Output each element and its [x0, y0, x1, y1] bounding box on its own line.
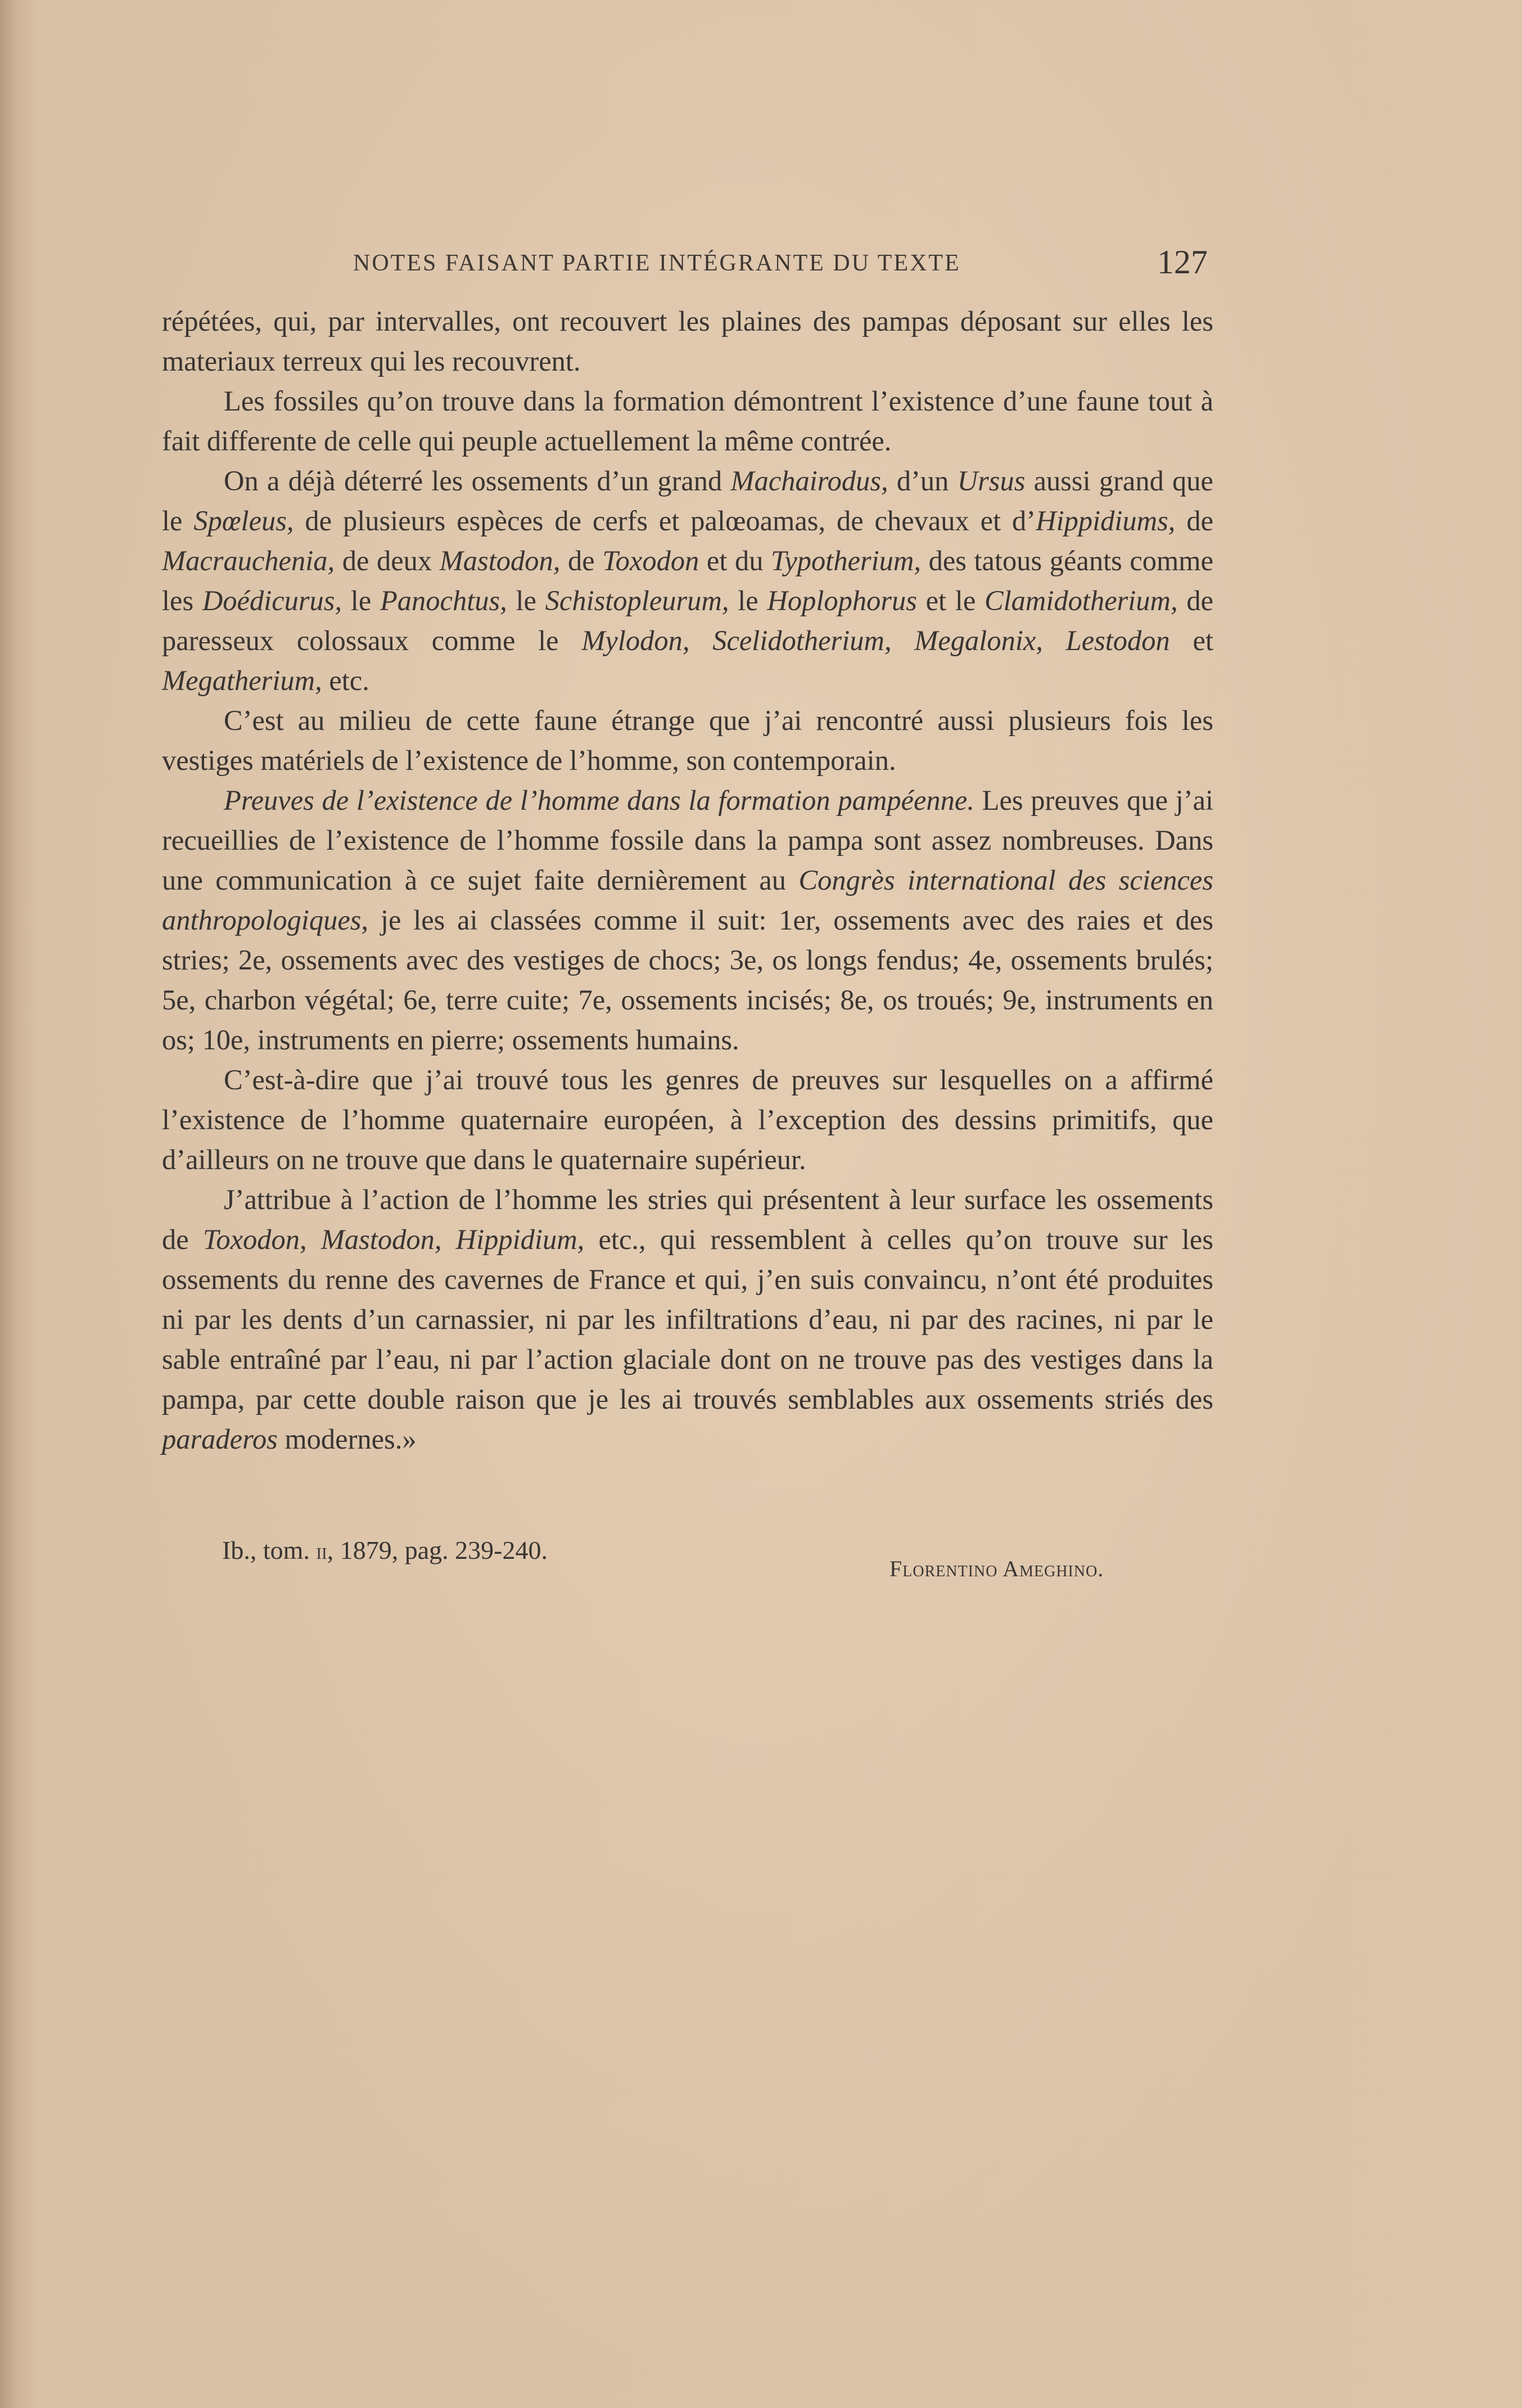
- taxon-name: Macrauchenia,: [162, 545, 335, 576]
- text-run: de deux: [335, 545, 440, 576]
- text-run: de: [1175, 505, 1214, 536]
- text-run: et le: [916, 585, 984, 616]
- taxon-name: Clamidotherium,: [984, 585, 1178, 616]
- taxon-name: Panochtus,: [380, 585, 507, 616]
- text-run: de paresseux colossaux comme le: [162, 585, 1214, 656]
- taxon-name: Spœleus,: [193, 505, 294, 536]
- text-run: On a déjà déterré les ossements d’un grand: [224, 465, 731, 497]
- taxon-name: Ursus: [957, 465, 1026, 497]
- reference-line: [222, 1535, 548, 1565]
- text-run: modernes.»: [277, 1423, 417, 1455]
- body-text: [162, 301, 1213, 1459]
- text-run: le: [507, 585, 545, 616]
- text-run: le: [342, 585, 380, 616]
- taxon-name: Machairodus,: [730, 465, 888, 497]
- paragraph: [162, 461, 1213, 701]
- ref-prefix: Ib., tom.: [222, 1536, 317, 1564]
- taxon-name: Mylodon, Scelidotherium, Megalonix, Lestodon: [581, 625, 1170, 656]
- paragraph: répétées, qui, par intervalles, ont recouvert les plaines des pampas déposant sur elles les materiaux terreux qui les recouvrent.: [162, 305, 1213, 377]
- text-run: et: [1169, 625, 1213, 656]
- taxon-name: Toxodon, Mastodon, Hippidium,: [202, 1224, 585, 1255]
- text-run: des tatous géants comme les: [162, 545, 1213, 616]
- paragraph: [162, 781, 1213, 1060]
- taxon-name: Typotherium,: [771, 545, 922, 576]
- section-heading: Preuves de l’existence de l’homme dans la formation pampéenne.: [224, 784, 974, 816]
- taxon-name: Hoplophorus: [767, 585, 917, 616]
- text-run: le: [729, 585, 767, 616]
- author-signature: Florentino Ameghino.: [889, 1556, 1104, 1581]
- taxon-name: Hippidiums,: [1036, 505, 1176, 536]
- text-run: d’un: [888, 465, 958, 497]
- term: paraderos: [162, 1423, 278, 1455]
- paragraph: [162, 1180, 1213, 1459]
- text-run: Les preuves que j’ai recueillies de l’existence de l’homme fossile dans la pampa sont assez nombreuses. Dans une communication à ce sujet faite dernièrement au: [162, 784, 1214, 896]
- ref-volume: ii: [316, 1539, 327, 1564]
- page-header: [0, 243, 1522, 282]
- text-run: J’attribue à l’action de l’homme les stries qui présentent à leur surface les ossements de: [162, 1184, 1213, 1255]
- running-title: NOTES FAISANT PARTIE INTÉGRANTE DU TEXTE: [353, 250, 961, 276]
- congress-title: Congrès international des sciences anthropologiques,: [162, 864, 1213, 936]
- taxon-name: Mastodon,: [439, 545, 561, 576]
- taxon-name: Toxodon: [602, 545, 699, 576]
- taxon-name: Doédicurus,: [202, 585, 342, 616]
- text-run: etc., qui ressemblent à celles qu’on trouve sur les ossements du renne des cavernes de France et qui, j’en suis convaincu, n’ont été produites ni par les dents d’un carnassier, ni par les infiltrations d’eau, ni par des racines, ni par le sable entraîné par l’eau, ni par l’action glaciale dont on ne trouve pas des vestiges dans la pampa, par cette double raison que je les ai trouvés semblables aux ossements striés des: [162, 1224, 1213, 1415]
- text-run: de plusieurs espèces de cerfs et palœoamas, de chevaux et d’: [293, 505, 1036, 536]
- taxon-name: Schistopleurum,: [545, 585, 729, 616]
- text-run: etc.: [322, 665, 369, 696]
- paragraph: Les fossiles qu’on trouve dans la formation démontrent l’existence d’une faune tout à fait differente de celle qui peuple actuellement la même contrée.: [162, 385, 1213, 457]
- paragraph: C’est au milieu de cette faune étrange que j’ai rencontré aussi plusieurs fois les vestiges matériels de l’existence de l’homme, son contemporain.: [162, 705, 1213, 776]
- page-number: 127: [1157, 243, 1208, 281]
- text-run: aussi grand que le: [162, 465, 1213, 536]
- taxon-name: Megatherium,: [162, 665, 322, 696]
- text-run: je les ai classées comme il suit: 1er, ossements avec des raies et des stries; 2e, ossements avec des vestiges de chocs; 3e, os longs fendus; 4e, ossements brulés; 5e, charbon végétal; 6e, terre cuite; 7e, ossements incisés; 8e, os troués; 9e, instruments en os; 10e, instruments en pierre; ossements humains.: [162, 904, 1213, 1056]
- text-run: et du: [699, 545, 771, 576]
- paragraph: C’est-à-dire que j’ai trouvé tous les genres de preuves sur lesquelles on a affirmé l’existence de l’homme quaternaire européen, à l’exception des dessins primitifs, que d’ailleurs on ne trouve que dans le quaternaire supérieur.: [162, 1064, 1213, 1175]
- ref-rest: , 1879, pag. 239-240.: [327, 1536, 548, 1564]
- text-run: de: [560, 545, 603, 576]
